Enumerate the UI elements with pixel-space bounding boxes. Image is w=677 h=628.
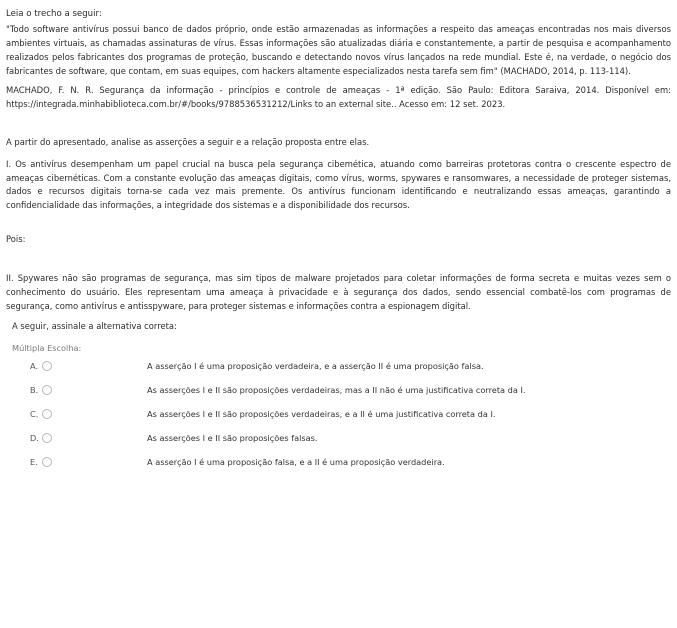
reference-text: MACHADO, F. N. R. Segurança da informação - princípios e controle de ameaças - 1ª edição. São Paulo: Editora Saraiva, 2014. Disponível em: https://integrada.minhabiblioteca.com.br/#/books/9788536531212/Links to an external site.. Acesso em: 12 set. 2023. <box>6 85 671 109</box>
assertion-one: I. Os antivírus desempenham um papel crucial na busca pela segurança cibemética, atuando como barreiras protetoras contra o crescente espectro de ameaças cibernéticas. Com a constante evolução das ameaças digitais, como vírus, worms, spywares e ransomwares, a necessidade de proteger sistemas, dados e recursos digitais torna-se cada vez mais premente. Os antivírus funcionam identificando e neutralizando essas ameaças, garantindo a confidencialidade das informações, a integridade dos sistemas e a disponibilidade dos recursos. <box>6 159 671 210</box>
question-type-label: Múltipla Escolha: <box>12 343 82 354</box>
quote-text: "Todo software antivírus possui banco de dados próprio, onde estão armazenadas as informações a respeito das ameaças encontradas nos mais diversos ambientes virtuais, as chamadas assinaturas de vírus. Essas informações são atualizadas diária e constantemente, a partir de pesquisa e acompanhamento realizados pelos fabricantes dos programas de proteção, buscando e detectando novos vírus lançados na rede mundial. Este é, na verdade, o negócio dos fabricantes de software, que contam, em suas equipes, com hackers altamente especializados nesta tarefa sem fim" (MACHADO, 2014, p. 113-114). <box>6 24 671 76</box>
option-text[interactable]: As asserções I e II são proposições verdadeiras, e a II é uma justificativa correta da I. <box>147 409 496 420</box>
radio-button[interactable] <box>42 457 52 467</box>
option-letter: B. <box>30 385 39 396</box>
option-a[interactable] <box>6 355 671 377</box>
connector-text: Pois: <box>6 234 26 245</box>
option-text[interactable]: A asserção I é uma proposição verdadeira, e a asserção II é uma proposição falsa. <box>147 361 484 372</box>
option-letter: C. <box>30 409 39 420</box>
option-d[interactable] <box>6 427 671 449</box>
option-text[interactable]: As asserções I e II são proposições falsas. <box>147 433 318 444</box>
answer-options <box>6 355 671 473</box>
option-b[interactable] <box>6 379 671 401</box>
assertion-two: II. Spywares não são programas de segurança, mas sim tipos de malware projetados para coletar informações de forma secreta e muitas vezes sem o conhecimento do usuário. Eles representam uma ameaça à privacidade e à segurança dos dados, sendo essencial combatê-los com programas de segurança, como antivírus e antisspyware, para proteger sistemas e informações contra a espionagem digital. <box>6 273 671 311</box>
lead-text: Leia o trecho a seguir: <box>6 9 102 19</box>
radio-button[interactable] <box>42 385 52 395</box>
radio-button[interactable] <box>42 433 52 443</box>
option-e[interactable] <box>6 451 671 473</box>
option-letter: D. <box>30 433 39 444</box>
instruction-text: A seguir, assinale a alternativa correta: <box>12 321 177 332</box>
option-c[interactable] <box>6 403 671 425</box>
option-text[interactable]: A asserção I é uma proposição falsa, e a II é uma proposição verdadeira. <box>147 457 445 468</box>
option-letter: E. <box>30 457 38 468</box>
option-letter: A. <box>30 361 39 372</box>
radio-button[interactable] <box>42 409 52 419</box>
option-text[interactable]: As asserções I e II são proposições verdadeiras, mas a II não é uma justificativa correta da I. <box>147 385 526 396</box>
intro-text: A partir do apresentado, analise as asserções a seguir e a relação proposta entre elas. <box>6 137 370 147</box>
radio-button[interactable] <box>42 361 52 371</box>
